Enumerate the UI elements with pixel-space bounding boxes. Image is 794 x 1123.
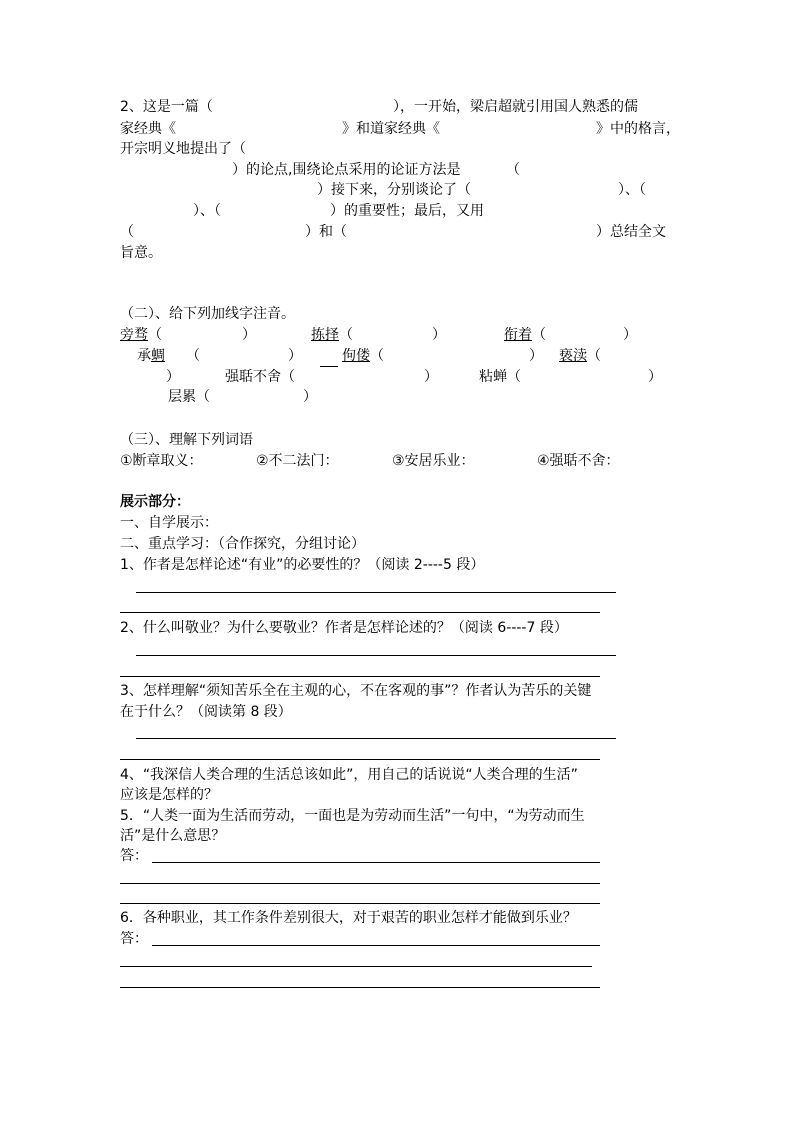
show-step-1: 一、自学展示： bbox=[120, 515, 218, 531]
vocab-item: ③安居乐业： bbox=[392, 453, 475, 469]
q2-line4-b: （ bbox=[506, 162, 520, 178]
q2-line2-c: 》中的格言， bbox=[596, 121, 680, 137]
pinyin-open: （ bbox=[186, 348, 200, 364]
question-4-line-1: 4、“我深信人类合理的生活总该如此”，用自己的话说说“人类合理的生活” bbox=[120, 767, 578, 783]
vocab-item: ①断章取义： bbox=[120, 453, 203, 469]
answer-line[interactable] bbox=[120, 966, 592, 967]
pinyin-close: ） bbox=[648, 369, 662, 385]
q2-line2-b: 》和道家经典《 bbox=[342, 121, 440, 137]
question-1: 1、作者是怎样论述“有业”的必要性的？（阅读 2----5 段） bbox=[120, 557, 485, 573]
pinyin-close: ） bbox=[623, 327, 637, 343]
question-6-line-1: 6．各种职业，其工作条件差别很大，对于艰苦的职业怎样才能做到乐业？ bbox=[120, 910, 577, 926]
answer-line[interactable] bbox=[152, 862, 600, 863]
answer-line[interactable] bbox=[120, 612, 600, 613]
q2-line8: 旨意。 bbox=[120, 245, 162, 261]
answer-line[interactable] bbox=[120, 903, 600, 904]
sec2-title: （二）、给下列加线字注音。 bbox=[120, 306, 295, 322]
answer-line[interactable] bbox=[136, 738, 616, 739]
q2-line2-a: 家经典《 bbox=[120, 121, 176, 137]
pinyin-close: ） bbox=[303, 389, 317, 405]
pinyin-item-pangwu: 旁骛（ bbox=[120, 327, 162, 343]
q2-line3: 开宗明义地提出了（ bbox=[120, 141, 246, 157]
answer-line[interactable] bbox=[120, 987, 600, 988]
answer-line[interactable] bbox=[120, 883, 600, 884]
question-4-line-2: 应该是怎样的？ bbox=[120, 787, 218, 803]
show-step-2: 二、重点学习：（合作探究，分组讨论） bbox=[120, 536, 365, 552]
question-3-line-2: 在于什么？（阅读第 8 段） bbox=[120, 704, 292, 720]
pinyin-item-qiangguo: 强聒不舍（ bbox=[225, 369, 295, 385]
q2-line1-b: ），一开始，梁启超就引用国人熟悉的儒 bbox=[393, 99, 638, 115]
show-title: 展示部分： bbox=[120, 494, 190, 510]
q2-line6-a: ）、（ bbox=[193, 203, 221, 219]
q2-line7-c: ）总结全文 bbox=[596, 224, 666, 240]
pinyin-item-cenglei: 层累（ bbox=[168, 389, 210, 405]
pinyin-close: ） bbox=[242, 327, 256, 343]
question-5-line-1: 5．“人类一面为生活而劳动，一面也是为劳动而生活”一句中，“为劳动而生 bbox=[120, 808, 585, 824]
question-5-line-2: 活”是什么意思？ bbox=[120, 828, 226, 844]
pinyin-close: ） bbox=[529, 348, 543, 364]
underline-blank bbox=[320, 366, 338, 367]
pinyin-item-goulou: 佝偻（ bbox=[342, 348, 384, 364]
pinyin-close: ） bbox=[166, 369, 180, 385]
pinyin-close: ） bbox=[424, 369, 438, 385]
pinyin-close: ） bbox=[432, 327, 446, 343]
answer-line[interactable] bbox=[136, 592, 616, 593]
vocab-item: ②不二法门： bbox=[256, 453, 339, 469]
q2-line4-a: ）的论点,围绕论点采用的论证方法是 bbox=[232, 162, 461, 178]
q2-line7-b: ）和（ bbox=[305, 224, 347, 240]
vocab-item: ④强聒不舍： bbox=[537, 453, 620, 469]
answer-label: 答： bbox=[120, 848, 148, 864]
answer-line[interactable] bbox=[152, 945, 600, 946]
pinyin-close: ） bbox=[288, 348, 302, 364]
sec3-title: （三）、理解下列词语 bbox=[120, 432, 253, 448]
pinyin-item-xianzhe: 衔着（ bbox=[504, 327, 546, 343]
answer-label: 答： bbox=[120, 931, 148, 947]
pinyin-item-chengtiao: 承蜩 bbox=[137, 348, 165, 364]
pinyin-item-zhanchan: 粘蝉（ bbox=[479, 369, 521, 385]
q2-line7-a: （ bbox=[120, 224, 134, 240]
pinyin-item-xiedu: 亵渎（ bbox=[559, 348, 601, 364]
question-3-line-1: 3、怎样理解“须知苦乐全在主观的心，不在客观的事”？作者认为苦乐的关键 bbox=[120, 683, 592, 699]
answer-line[interactable] bbox=[120, 676, 600, 677]
answer-line[interactable] bbox=[136, 655, 616, 656]
q2-line5-a: ）接下来，分别谈论了（ bbox=[317, 182, 471, 198]
answer-line[interactable] bbox=[120, 759, 600, 760]
pinyin-item-jianze: 拣择（ bbox=[311, 327, 353, 343]
question-2: 2、什么叫敬业？为什么要敬业？作者是怎样论述的？（阅读 6----7 段） bbox=[120, 620, 568, 636]
q2-line5-b: ）、（ bbox=[618, 182, 646, 198]
q2-line1-a: 2、这是一篇（ bbox=[120, 99, 213, 115]
q2-line6-b: ）的重要性；最后，又用 bbox=[330, 203, 484, 219]
